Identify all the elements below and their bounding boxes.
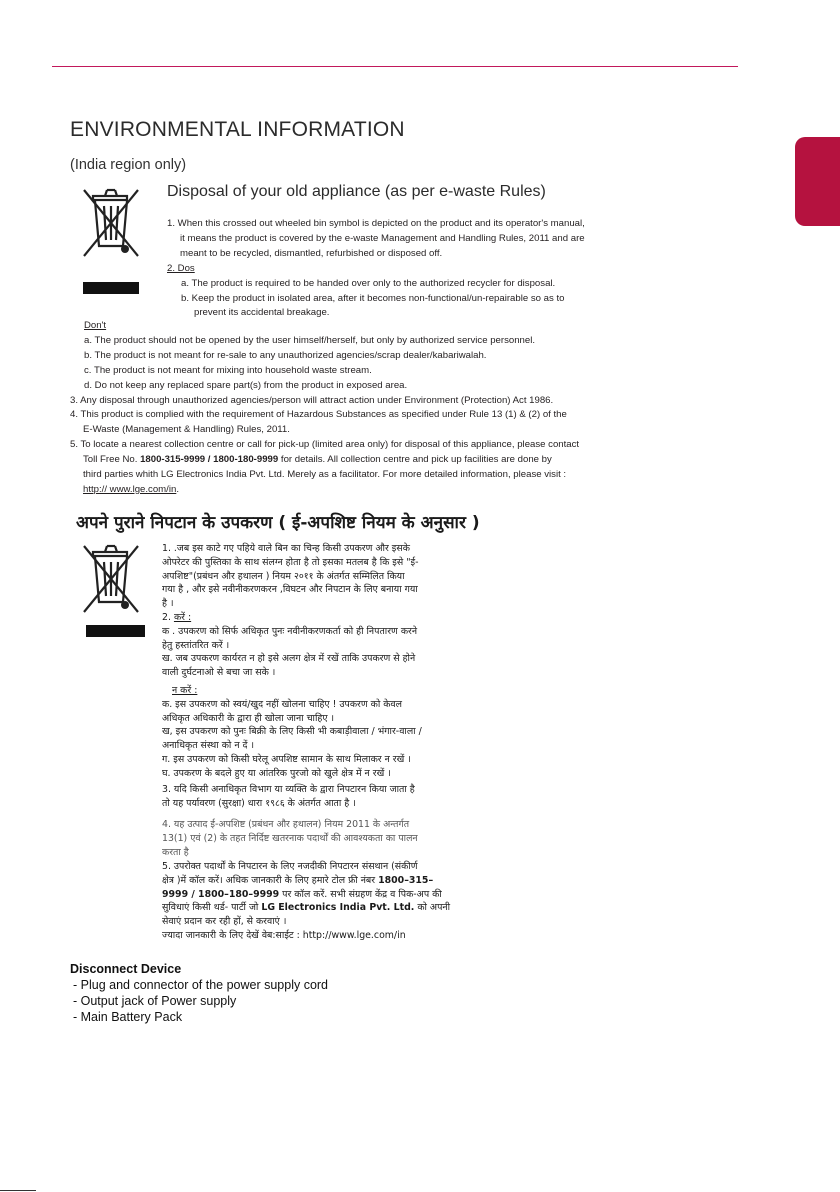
text-line: अपशिष्ट"(प्रबंधन और हथालन ) नियम २०११ के अंतर्गत सम्मिलित किया: [162, 570, 405, 582]
text-line: अनाधिकृत संस्था को न दें ।: [162, 740, 255, 752]
text-line: ख. जब उपकरण कार्यरत न हो इसे अलग क्षेत्र में रखें ताकि उपकरण से होने: [162, 653, 416, 665]
toll-free-numbers: 9999 / 1800–180–9999: [162, 888, 280, 900]
dos-label: करें :: [173, 611, 192, 623]
text-line: 4. यह उत्पाद ई-अपशिष्ट (प्रबंधन और हथालन) नियम 2011 के अन्तर्गत: [162, 819, 410, 830]
page-subtitle: (India region only): [70, 157, 187, 173]
english-heading: Disposal of your old appliance (as per e-waste Rules): [167, 183, 546, 200]
disconnect-item: - Output jack of Power supply: [73, 994, 237, 1008]
header-rule: [52, 66, 738, 67]
page-title: ENVIRONMENTAL INFORMATION: [70, 118, 405, 141]
company-name: LG Electronics India Pvt. Ltd.: [261, 902, 415, 914]
text-line: 1. .जब इस काटे गए पहिये वाले बिन का चिन्ह किसी उपकरण और इसके: [162, 543, 410, 554]
text-line: गया है , और इसे नवीनीकरणकरन ,विघटन और निपटान के लिए बनाया गया: [162, 584, 418, 596]
text-line: घ. उपकरण के बदले हुए या आंतरिक पुरजो को खुले क्षेत्र में न रखें ।: [162, 767, 391, 779]
text-line: [162, 874, 450, 888]
hindi-block-4: [162, 860, 450, 943]
text-line: d. Do not keep any replaced spare part(s) from the product in exposed area.: [84, 379, 408, 391]
english-donts-block: [70, 319, 579, 498]
text-line: c. The product is not meant for mixing into household waste stream.: [84, 364, 372, 376]
text-line: [162, 888, 450, 902]
text-line: meant to be recycled, dismantled, refurbished or disposed off.: [180, 247, 443, 259]
footer-rule: [0, 1190, 36, 1191]
text-line: [70, 453, 579, 468]
language-tab: [795, 137, 840, 226]
text-line: a. The product should not be opened by the user himself/herself, but only by authorized service personnel.: [84, 334, 536, 346]
hindi-heading: अपने पुराने निपटान के उपकरण ( ई-अपशिष्ट नियम के अनुसार ): [76, 513, 480, 533]
text-line: ख, इस उपकरण को पुनः बिक्री के लिए किसी भी कबाड़ीवाला / भंगार-वाला /: [162, 726, 422, 738]
disconnect-title: Disconnect Device: [70, 962, 182, 976]
text-span: सुविधाएं किसी थर्ड- पार्टी जो: [162, 902, 259, 914]
donts-label: Don't: [84, 320, 107, 331]
hindi-block-2: [162, 783, 415, 811]
text-line: 13(1) एवं (2) के तहत निर्दिष्ट खतरनाक पदार्थों की आवश्यकता का पालन: [162, 832, 418, 844]
text-line: है ।: [162, 598, 174, 610]
text-line: सेवाएं प्रदान कर रही हों, से करवाएं ।: [162, 916, 287, 928]
text-line: 5. उपरोक्त पदार्थों के निपटारन के लिए नजदीकी निपटारन संसथान (संकीर्ण: [162, 861, 418, 872]
text-line: करता है: [162, 846, 189, 858]
text-span: पर कॉल करें. सभी संग्रहण केंद्र व पिक-अप की: [282, 888, 442, 900]
text-line: prevent its accidental breakage.: [194, 307, 330, 319]
text-span: क्षेत्र )में कॉल करें। अधिक जानकारी के लिए हमारे टोल फ्री नंबर: [162, 874, 376, 886]
text-line: 1. When this crossed out wheeled bin symbol is depicted on the product and its operator's manual,: [167, 218, 585, 229]
crossed-bin-icon: [80, 184, 142, 264]
text-span: Toll Free No.: [83, 454, 138, 466]
text-line: 4. This product is complied with the requirement of Hazardous Substances as specified under Rule 13 (1) & (2) of the: [70, 409, 567, 421]
text-line: E-Waste (Management & Handling) Rules, 2011.: [83, 424, 290, 436]
disconnect-item: - Plug and connector of the power supply cord: [73, 978, 329, 992]
text-line: तो यह पर्यावरण (सुरक्षा) धारा १९८६ के अंतर्गत आता है ।: [162, 797, 356, 809]
text-line: b. Keep the product in isolated area, after it becomes non-functional/un-repairable so as to: [181, 292, 565, 304]
text-line: ज्यादा जानकारी के लिए देखें वेब:साईट : http://www.lge.com/in: [162, 929, 406, 941]
bin-underbar: [83, 282, 139, 294]
text-line: a. The product is required to be handed over only to the authorized recycler for disposal.: [181, 277, 556, 289]
text-line: it means the product is covered by the e-waste Management and Handling Rules, 2011 and are: [180, 232, 585, 244]
hindi-block-1: [162, 542, 422, 781]
text-span: for details. All collection centre and pick up facilities are done by: [280, 454, 552, 466]
text-line: 3. Any disposal through unauthorized agencies/person will attract action under Environment (Protection) Act 1986.: [70, 394, 554, 406]
text-span: .: [176, 483, 179, 495]
text-line: [162, 611, 422, 625]
text-span: 2.: [162, 611, 171, 623]
hindi-block-3: [162, 818, 418, 859]
text-line: वाली दुर्घटनाओ से बचा जा सके ।: [162, 667, 276, 679]
text-line: अधिकृत अधिकारी के द्वारा ही खोला जाना चाहिए ।: [162, 712, 335, 724]
toll-free-numbers: 1800–315–: [378, 874, 434, 886]
text-line: 3. यदि किसी अनाधिकृत विभाग या व्यक्ति के द्वारा निपटारन किया जाता है: [162, 784, 415, 795]
crossed-bin-icon: [80, 540, 142, 620]
text-line: 5. To locate a nearest collection centre or call for pick-up (limited area only) for disposal of this appliance, please contact: [70, 439, 580, 451]
toll-free-numbers: 1800-315-9999 / 1800-180-9999: [140, 454, 279, 466]
text-line: हेतु हस्तांतरित करें ।: [162, 639, 230, 651]
bin-underbar: [86, 625, 145, 637]
text-line: b. The product is not meant for re-sale to any unauthorized agencies/scrap dealer/kabariwalah.: [84, 349, 487, 361]
text-line: क. इस उपकरण को स्वयं/खुद नहीं खोलना चाहिए ! उपकरण को केवल: [162, 698, 403, 710]
text-span: को अपनी: [417, 902, 451, 914]
lge-link[interactable]: http:// www.lge.com/in: [83, 483, 177, 495]
text-line: ओपरेटर की पुस्तिका के साथ संलग्न होता है तो इसका मतलब है कि इसे "ई-: [162, 556, 419, 568]
text-line: third parties whith LG Electronics India Pvt. Ltd. Merely as a facilitator. For more detailed information, please visit :: [83, 469, 567, 481]
text-line: [162, 901, 450, 915]
text-line: ग. इस उपकरण को किसी घरेलू अपशिष्ट सामान के साथ मिलाकर न रखें ।: [162, 753, 411, 765]
english-dos-block: [167, 217, 585, 321]
donts-label: न करें :: [172, 684, 198, 696]
text-line: [70, 483, 579, 498]
text-line: क . उपकरण को सिर्फ अधिकृत पुनः नवीनीकरणकर्ता को ही निपतारण करने: [162, 625, 418, 637]
dos-label: 2. Dos: [167, 262, 195, 274]
disconnect-item: - Main Battery Pack: [73, 1010, 183, 1024]
